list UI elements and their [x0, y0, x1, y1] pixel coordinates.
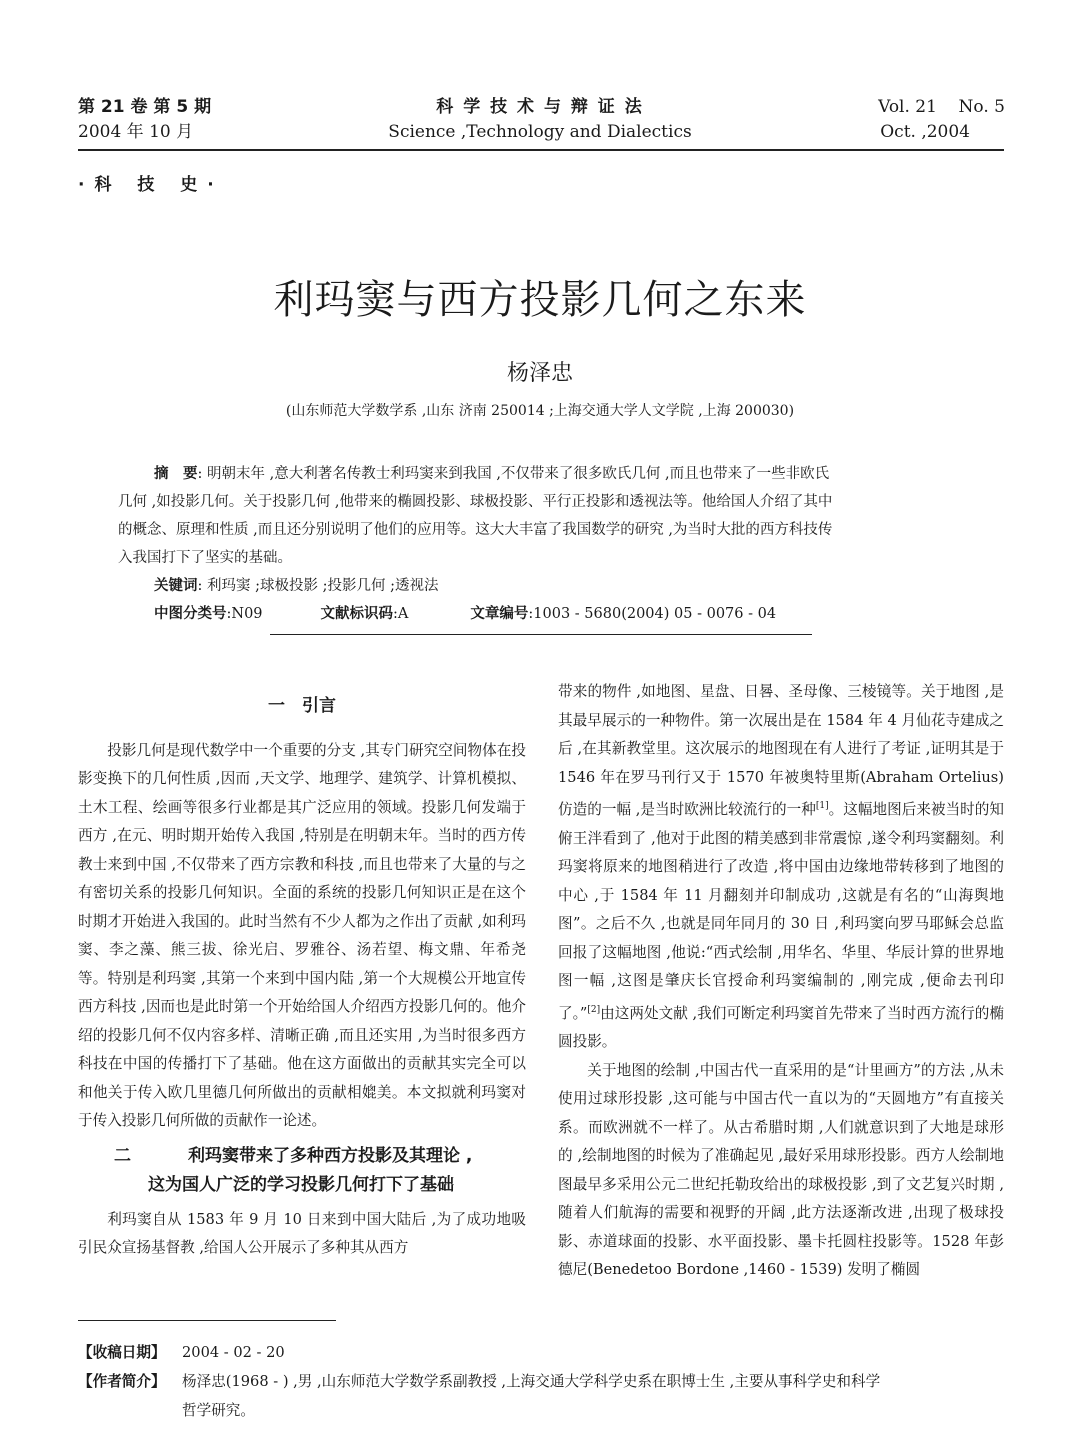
article-author: 杨泽忠: [506, 361, 573, 386]
left-column: [78, 692, 526, 1263]
right-paragraph-2: 关于地图的绘制 ,中国古代一直采用的是“计里画方”的方法 ,从未使用过球形投影 ,这可能与中国古代一直以为的“天圆地方”有直接关系。而欧洲就不一样了。从古希腊时期 ,人们就意识到了大地是球形的 ,绘制地图的时候为了准确起见 ,最好采用球形投影。西方人绘制地图最早多采用公元二世纪托勒玫给出的球极投影 ,到了文艺复兴时期 ,随着人们航海的需要和视野的开阔 ,此方法逐渐改进 ,出现了极球投影、赤道球面的投影、水平面投影、墨卡托圆柱投影等。1528 年彭德尼(Benedetoo Bordone ,1460 - 1539) 发明了椭圆: [558, 1061, 1004, 1278]
author-bio-2: 哲学研究。: [182, 1402, 255, 1419]
author-bio-line: [78, 1367, 1008, 1425]
received-date: 2004 - 02 - 20: [182, 1344, 285, 1361]
article-no: :1003 - 5680(2004) 05 - 0076 - 04: [528, 606, 777, 622]
author-bio-label: 【作者简介】: [78, 1373, 166, 1390]
journal-volume-issue: 第 21 卷 第 5 期: [78, 97, 212, 117]
abstract-text-1: : 明朝末年 ,意大利著名传教士利玛窦来到我国 ,不仅带来了很多欧氏几何 ,而且也带来了一些非欧氏: [197, 466, 830, 482]
classification-line: [118, 600, 968, 628]
clc-label: 中图分类号: [154, 606, 227, 622]
section2-heading: [78, 1142, 526, 1200]
received-line: [78, 1338, 1008, 1367]
citation-2: [2]: [587, 1004, 601, 1015]
section2-paragraph: 利玛窦自从 1583 年 9 月 10 日来到中国大陆后 ,为了成功地吸引民众宣扬基督教 ,给国人公开展示了多种其从西方: [78, 1210, 526, 1256]
abstract-text-3: 的概念、原理和性质 ,而且还分别说明了他们的应用等。这大大丰富了我国数学的研究 ,为当时大批的西方科技传: [118, 522, 833, 538]
journal-date-en: Oct. ,2004: [880, 122, 970, 142]
section2-heading-line2: 这为国人广泛的学习投影几何打下了基础: [148, 1174, 454, 1195]
received-label: 【收稿日期】: [78, 1344, 166, 1361]
journal-volume-en: Vol. 21 No. 5: [878, 97, 1005, 117]
right-column: [558, 678, 1004, 1285]
author-bio-1: 杨泽忠(1968 - ) ,男 ,山东师范大学数学系副教授 ,上海交通大学科学史系在职博士生 ,主要从事科学史和科学: [182, 1373, 881, 1390]
citation-1: [1]: [815, 801, 829, 811]
keywords: : 利玛窦 ;球极投影 ;投影几何 ;透视法: [197, 578, 439, 594]
doc-code: :A: [393, 606, 409, 622]
abstract-label: 摘 要: [154, 466, 198, 482]
journal-title-en: Science ,Technology and Dialectics: [388, 122, 692, 142]
footnotes: [78, 1338, 1008, 1425]
clc-code: :N09: [226, 606, 263, 622]
right-para1-part-c: 由这两处文献 ,我们可断定利玛窦首先带来了当时西方流行的椭圆投影。: [558, 1004, 1004, 1050]
abstract-rule: [270, 634, 812, 635]
keywords-line: [118, 572, 968, 600]
journal-title-cn: 科 学 技 术 与 辩 证 法: [436, 97, 644, 117]
section1-heading: 一 引言: [268, 696, 336, 716]
abstract-text-2: 几何 ,如投影几何。关于投影几何 ,他带来的椭圆投影、球极投影、平行正投影和透视法等。他给国人介绍了其中: [118, 494, 833, 510]
keywords-label: 关键词: [154, 578, 198, 594]
section2-heading-line1: 利玛窦带来了多种西方投影及其理论 ,: [188, 1145, 473, 1166]
author-affiliation: (山东师范大学数学系 ,山东 济南 250014 ;上海交通大学人文学院 ,上海 200030): [285, 403, 795, 419]
journal-date: 2004 年 10 月: [78, 122, 194, 142]
article-no-label: 文章编号: [470, 606, 529, 622]
abstract-block: [118, 460, 968, 628]
abstract-text-4: 入我国打下了坚实的基础。: [118, 550, 292, 566]
footnote-rule: [78, 1320, 336, 1321]
section1-paragraph: 投影几何是现代数学中一个重要的分支 ,其专门研究空间物体在投影变换下的几何性质 ,因而 ,天文学、地理学、建筑学、计算机模拟、土木工程、绘画等很多行业都是其广泛应用的领域。投影几何发端于西方 ,在元、明时期开始传入我国 ,特别是在明朝末年。当时的西方传教士来到中国 ,不仅带来了西方宗教和科技 ,而且也带来了大量的与之有密切关系的投影几何知识。全面的系统的投影几何知识正是在这个时期才开始进入我国的。此时当然有不少人都为之作出了贡献 ,如利玛窦、李之藻、熊三拔、徐光启、罗雅谷、汤若望、梅文鼎、年希尧等。特别是利玛窦 ,其第一个来到中国内陆 ,第一个大规模公开地宣传西方科技 ,因而也是此时第一个开始给国人介绍西方投影几何的。他介绍的投影几何不仅内容多样、清晰正确 ,而且还实用 ,为当时很多西方科技在中国的传播打下了基础。他在这方面做出的贡献其实完全可以和他关于传入欧几里德几何所做出的贡献相媲美。本文拟就利玛窦对于传入投影几何所做的贡献作一论述。: [78, 741, 526, 1129]
header-rule: [78, 149, 1004, 151]
article-title: 利玛窦与西方投影几何之东来: [273, 277, 807, 323]
doc-code-label: 文献标识码: [320, 606, 394, 622]
right-paragraph-1: [558, 678, 1004, 1057]
right-para1-part-b: 。这幅地图后来被当时的知俯王泮看到了 ,他对于此图的精美感到非常震惊 ,遂令利玛窦翻刻。利玛窦将原来的地图稍进行了改造 ,将中国由边缘地带转移到了地图的中心 ,于 1584 年 11 月翻刻并印制成功 ,这就是有名的“山海舆地图”。之后不久 ,也就是同年同月的 30 日 ,利玛窦向罗马耶稣会总监回报了这幅地图 ,他说:“西式绘制 ,用华名、华里、华辰计算的世界地图一幅 ,这图是肇庆长官授命利玛窦编制的 ,刚完成 ,便命去刊印了。”: [558, 801, 1004, 1022]
section-tag: ·科 技 史·: [78, 175, 224, 195]
right-para1-part-a: 带来的物件 ,如地图、星盘、日晷、圣母像、三棱镜等。关于地图 ,是其最早展示的一种物件。第一次展出是在 1584 年 4 月仙花寺建成之后 ,在其新教堂里。这次展示的地图现在有人进行了考证 ,证明其是于 1546 年在罗马刊行又于 1570 年被奥特里斯(Abraham Ortelius) 仿造的一幅 ,是当时欧洲比较流行的一种: [558, 683, 1004, 818]
section2-heading-num: 二: [114, 1145, 131, 1166]
